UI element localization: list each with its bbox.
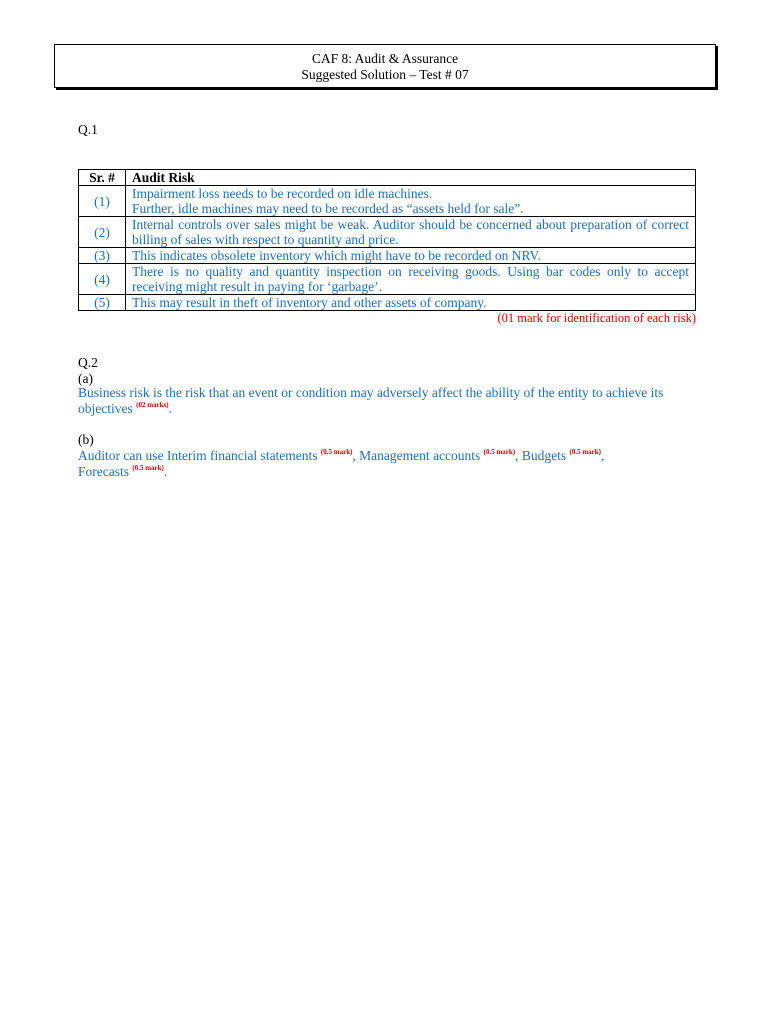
risk-text: This indicates obsolete inventory which might have to be recorded on NRV. — [132, 248, 541, 263]
table-row — [79, 295, 696, 311]
separator: , — [515, 448, 519, 463]
column-header-sr: Sr. # — [79, 170, 126, 186]
separator: , — [601, 448, 605, 463]
answer-item: Budgets — [518, 448, 567, 463]
risk-cell — [126, 248, 696, 264]
row-number: (4) — [79, 264, 126, 295]
marks-badge: (0.5 mark) — [132, 464, 164, 472]
part-b-label: (b) — [78, 432, 94, 447]
answer-item: Management accounts — [355, 448, 481, 463]
table-header-row — [79, 170, 696, 186]
part-a-text: Business risk is the risk that an event or condition may adversely affect the ability of the entity to achieve its objectives — [78, 385, 664, 416]
marks-badge: (0.5 mark) — [483, 448, 516, 456]
separator: , — [352, 448, 356, 463]
risk-cell — [126, 295, 696, 311]
risk-text: There is no quality and quantity inspection on receiving goods. Using bar codes only to accept receiving might result in paying for ‘garbage’. — [132, 264, 689, 294]
risk-text: Further, idle machines may need to be recorded as “assets held for sale”. — [132, 201, 524, 216]
answer-item: Auditor can use Interim financial statements — [78, 448, 318, 463]
header-title: CAF 8: Audit & Assurance — [311, 51, 459, 66]
marks-badge: (0.5 mark) — [569, 448, 602, 456]
table-row — [79, 264, 696, 295]
audit-risk-table — [78, 169, 696, 311]
document-header — [54, 44, 716, 88]
question-1-label: Q.1 — [78, 122, 98, 137]
marks-badge: (0.5 mark) — [320, 448, 353, 456]
part-a-answer — [78, 385, 708, 417]
table-row — [79, 248, 696, 264]
risk-cell — [126, 186, 696, 217]
part-a-end: . — [168, 401, 172, 416]
risk-text: This may result in theft of inventory and other assets of company. — [132, 295, 487, 310]
table-row — [79, 186, 696, 217]
risk-text: Internal controls over sales might be weak. Auditor should be concerned about preparation of correct billing of sales with respect to quantity and price. — [132, 217, 689, 247]
header-subtitle: Suggested Solution – Test # 07 — [301, 67, 469, 82]
column-header-audit-risk: Audit Risk — [126, 170, 696, 186]
marking-note: (01 mark for identification of each risk) — [497, 311, 696, 325]
part-a-label: (a) — [78, 371, 93, 386]
row-number: (5) — [79, 295, 126, 311]
separator: . — [163, 464, 168, 479]
part-b-answer — [78, 448, 708, 480]
answer-item: Forecasts — [78, 464, 129, 479]
risk-text: Impairment loss needs to be recorded on idle machines. — [132, 186, 433, 201]
row-number: (1) — [79, 186, 126, 217]
row-number: (3) — [79, 248, 126, 264]
risk-cell — [126, 217, 696, 248]
row-number: (2) — [79, 217, 126, 248]
table-row — [79, 217, 696, 248]
question-2-label: Q.2 — [78, 355, 98, 370]
risk-cell — [126, 264, 696, 295]
marks-badge: (02 marks) — [136, 401, 169, 409]
